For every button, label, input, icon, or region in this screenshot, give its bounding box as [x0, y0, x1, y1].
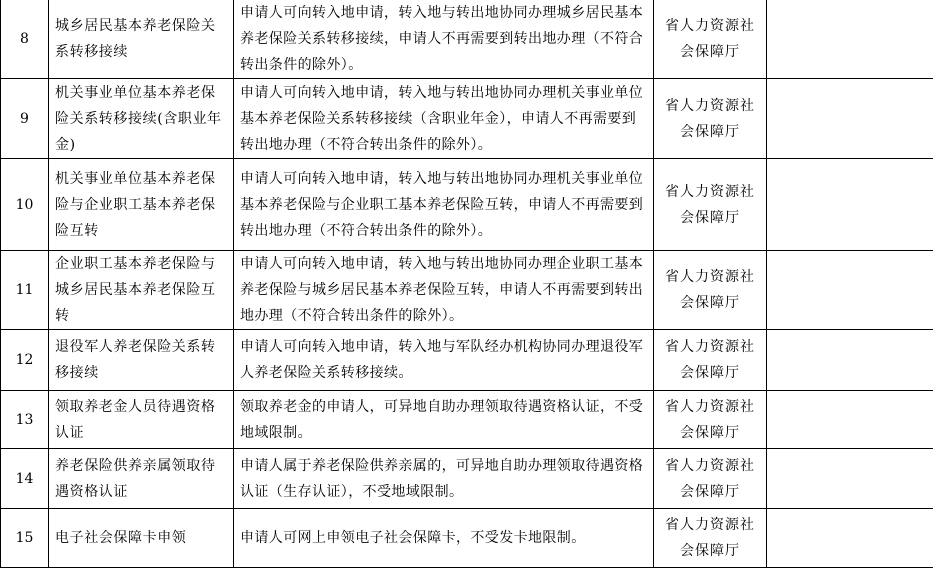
- row-number: 13: [1, 391, 49, 449]
- service-name: 机关事业单位基本养老保险关系转移接续(含职业年金): [49, 79, 234, 159]
- service-name: 城乡居民基本养老保险关系转移接续: [49, 0, 234, 79]
- remarks-cell: [767, 159, 933, 251]
- row-number: 8: [1, 0, 49, 79]
- remarks-cell: [767, 330, 933, 391]
- row-number: 12: [1, 330, 49, 391]
- table-row: [1, 391, 933, 449]
- responsible-department: 省人力资源社会保障厅: [654, 391, 767, 449]
- responsible-department: 省人力资源社会保障厅: [654, 79, 767, 159]
- service-description: 申请人可向转入地申请，转入地与军队经办机构协同办理退役军人养老保险关系转移接续。: [234, 330, 654, 391]
- responsible-department: 省人力资源社会保障厅: [654, 0, 767, 79]
- table-row: [1, 330, 933, 391]
- row-number: 15: [1, 509, 49, 568]
- service-description: 领取养老金的申请人，可异地自助办理领取待遇资格认证，不受地域限制。: [234, 391, 654, 449]
- table-row: [1, 449, 933, 509]
- responsible-department: 省人力资源社会保障厅: [654, 509, 767, 568]
- service-name: 机关事业单位基本养老保险与企业职工基本养老保险互转: [49, 159, 234, 251]
- service-name: 领取养老金人员待遇资格认证: [49, 391, 234, 449]
- service-description: 申请人可网上申领电子社会保障卡，不受发卡地限制。: [234, 509, 654, 568]
- row-number: 9: [1, 79, 49, 159]
- row-number: 14: [1, 449, 49, 509]
- responsible-department: 省人力资源社会保障厅: [654, 330, 767, 391]
- responsible-department: 省人力资源社会保障厅: [654, 449, 767, 509]
- service-description: 申请人属于养老保险供养亲属的，可异地自助办理领取待遇资格认证（生存认证），不受地域限制。: [234, 449, 654, 509]
- table-row: [1, 159, 933, 251]
- remarks-cell: [767, 449, 933, 509]
- service-name: 企业职工基本养老保险与城乡居民基本养老保险互转: [49, 251, 234, 330]
- remarks-cell: [767, 79, 933, 159]
- remarks-cell: [767, 251, 933, 330]
- table-row: [1, 509, 933, 568]
- table-row: [1, 0, 933, 79]
- responsible-department: 省人力资源社会保障厅: [654, 251, 767, 330]
- service-name: 退役军人养老保险关系转移接续: [49, 330, 234, 391]
- row-number: 11: [1, 251, 49, 330]
- remarks-cell: [767, 0, 933, 79]
- service-description: 申请人可向转入地申请，转入地与转出地协同办理机关事业单位基本养老保险关系转移接续（含职业年金），申请人不再需要到转出地办理（不符合转出条件的除外）。: [234, 79, 654, 159]
- table-row: [1, 79, 933, 159]
- remarks-cell: [767, 391, 933, 449]
- service-description: 申请人可向转入地申请，转入地与转出地协同办理城乡居民基本养老保险关系转移接续，申请人不再需要到转出地办理（不符合转出条件的除外）。: [234, 0, 654, 79]
- responsible-department: 省人力资源社会保障厅: [654, 159, 767, 251]
- remarks-cell: [767, 509, 933, 568]
- service-name: 电子社会保障卡申领: [49, 509, 234, 568]
- row-number: 10: [1, 159, 49, 251]
- service-description: 申请人可向转入地申请，转入地与转出地协同办理企业职工基本养老保险与城乡居民基本养老保险互转，申请人不再需要到转出地办理（不符合转出条件的除外）。: [234, 251, 654, 330]
- service-name: 养老保险供养亲属领取待遇资格认证: [49, 449, 234, 509]
- service-description: 申请人可向转入地申请，转入地与转出地协同办理机关事业单位基本养老保险与企业职工基本养老保险互转，申请人不再需要到转出地办理（不符合转出条件的除外）。: [234, 159, 654, 251]
- table-row: [1, 251, 933, 330]
